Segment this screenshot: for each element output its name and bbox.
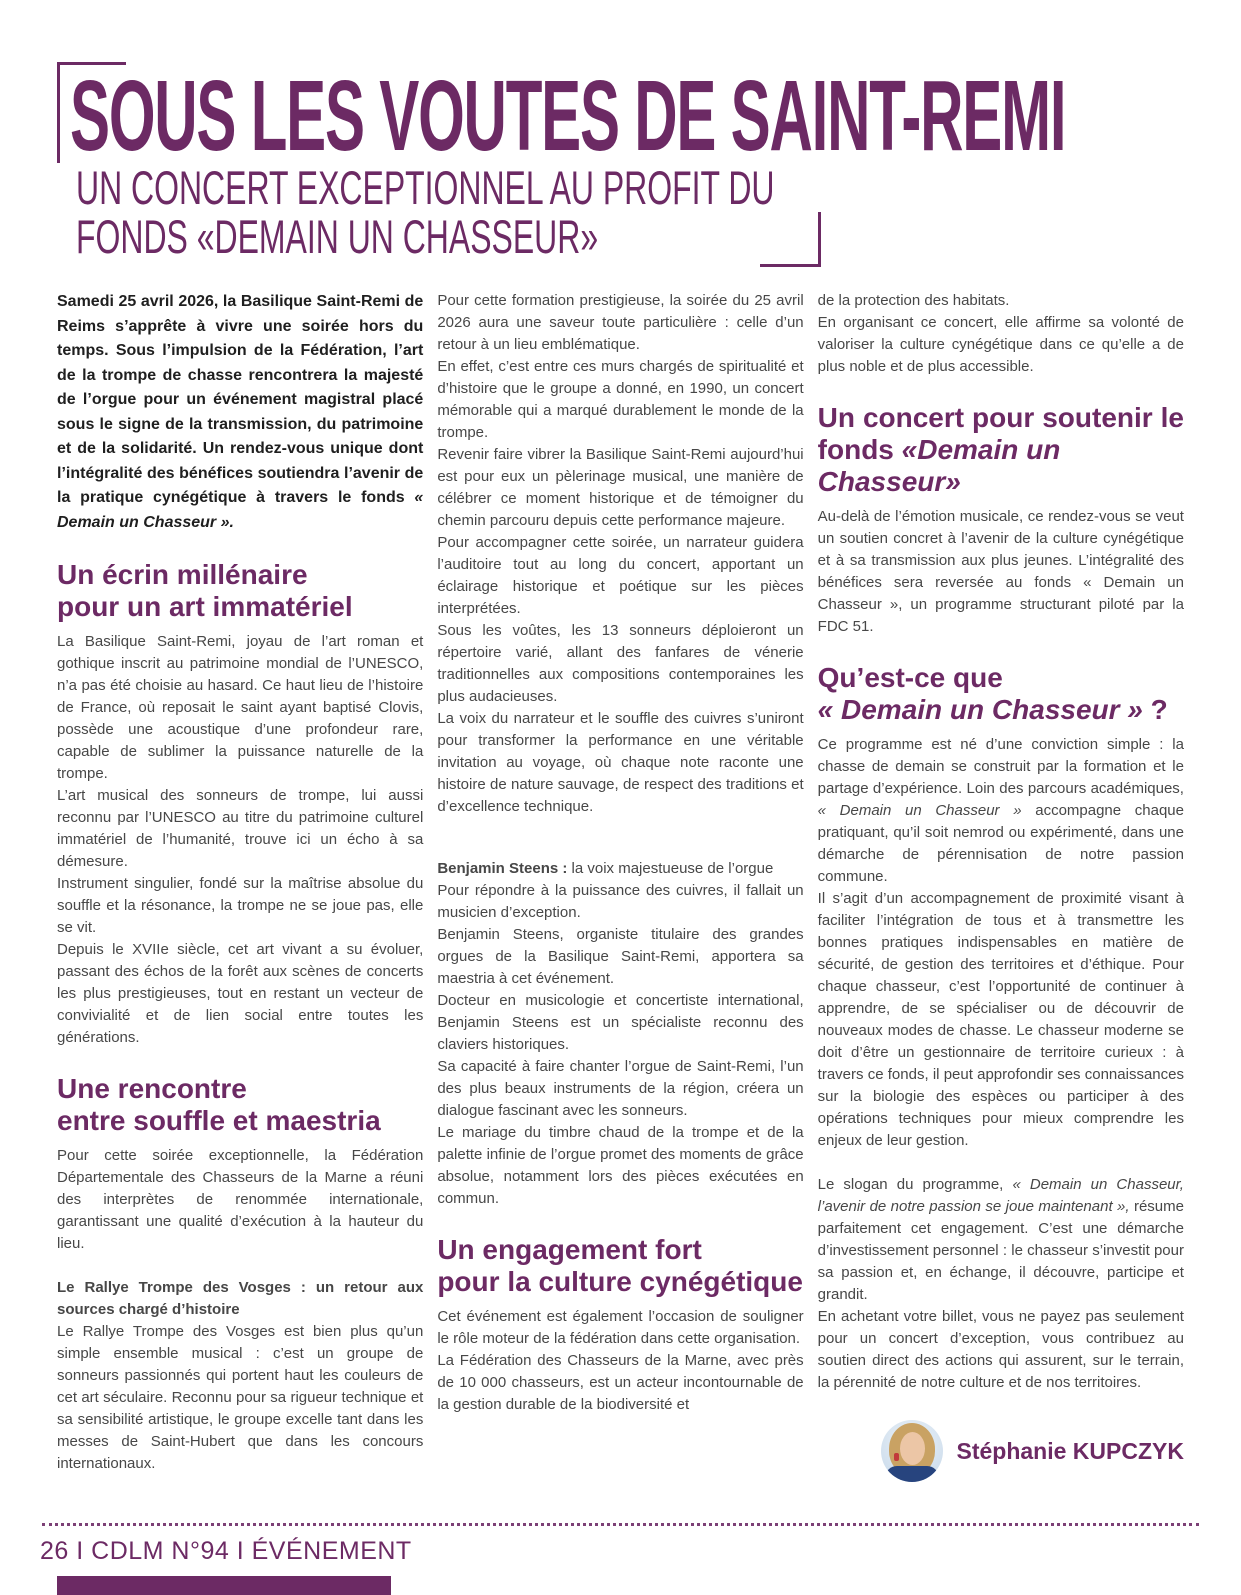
article-column-2 [437,290,803,1482]
section-heading-ecrin: Un écrin millénaire pour un art immatériel [57,559,353,622]
section-heading-rencontre: Une rencontre entre souffle et maestria [57,1073,381,1136]
paragraph: Le Rallye Trompe des Vosges est bien plus qu’un simple ensemble musical : c’est un groupe de sonneurs passionnés qui portent haut les couleurs de cet art séculaire. Reconnu pour sa rigueur technique et sa sensibilité artistique, le groupe excelle tant dans les messes de Saint-Hubert que dans les concours internationaux. [57,1323,424,1472]
page-subtitle [76,163,1103,261]
article-column-3 [818,290,1184,1482]
author-row [818,1420,1184,1482]
subtitle-line-2: FONDS «DEMAIN UN CHASSEUR» [76,210,599,263]
article-column-1 [57,290,423,1482]
paragraph: Cet événement est également l’occasion de souligner le rôle moteur de la fédération dans cette organisation. [437,1308,804,1347]
paragraph: Pour cette soirée exceptionnelle, la Fédération Départementale des Chasseurs de la Marne a réuni des interprètes de renommée internationale, garantissant une qualité d’exécution à la hauteur du lieu. [57,1147,424,1252]
footer-dotted-divider [42,1523,1199,1526]
paragraph: Docteur en musicologie et concertiste international, Benjamin Steens est un spécialiste reconnu des claviers historiques. [437,992,804,1053]
avatar-earring [894,1453,899,1461]
paragraph: Sa capacité à faire chanter l’orgue de Saint-Remi, l’un des plus beaux instruments de la région, créera un dialogue fascinant avec les sonneurs. [437,1058,804,1119]
footer-accent-bar [57,1576,391,1595]
avatar-shoulders [885,1466,939,1482]
paragraph: Pour répondre à la puissance des cuivres, il fallait un musicien d’exception. [437,882,804,921]
author-name: Stéphanie KUPCZYK [956,1437,1184,1464]
subtitle-line-1: UN CONCERT EXCEPTIONNEL AU PROFIT DU [76,161,775,214]
paragraph: Au-delà de l’émotion musicale, ce rendez-vous se veut un soutien concret à l’avenir de la culture cynégétique et à sa transmission aux plus jeunes. L’intégralité des bénéfices sera reversée au fonds « Demain un Chasseur », un programme structurant piloté par la FDC 51. [817,508,1184,635]
paragraph: Revenir faire vibrer la Basilique Saint-Remi aujourd’hui est pour eux un pèlerinage musical, une manière de célébrer ce moment historique et de témoigner du chemin parcouru depuis cette performance majeure. [437,446,804,529]
paragraph: Le mariage du timbre chaud de la trompe et de la palette infinie de l’orgue promet des moments de grâce absolue, notamment lors des pièces exécutées en commun. [437,1124,804,1207]
article-columns [57,290,1184,1482]
page-title [70,60,1241,172]
subheading-rallye: Le Rallye Trompe des Vosges : un retour aux sources chargé d’histoire [57,1279,424,1318]
paragraph: En achetant votre billet, vous ne payez pas seulement pour un concert d’exception, vous contribuez au soutien direct des actions qui assurent, sur le terrain, la pérennité de notre culture et de nos territoires. [817,1308,1184,1391]
paragraph: de la protection des habitats. [817,292,1010,309]
section-heading-engagement: Un engagement fort pour la culture cynégétique [437,1234,803,1297]
paragraph: Sous les voûtes, les 13 sonneurs déploieront un répertoire varié, allant des fanfares de vénerie traditionnelles aux compositions contemporaines les plus audacieuses. [437,622,804,705]
paragraph: La Basilique Saint-Remi, joyau de l’art roman et gothique inscrit au patrimoine mondial de l’UNESCO, n’a pas été choisie au hasard. Ce haut lieu de l’histoire de France, où reposait le saint ayant baptisé Clovis, possède une acoustique d’une profondeur rare, capable de sublimer la puissance naturelle de la trompe. [57,633,424,782]
paragraph: En effet, c’est entre ces murs chargés de spiritualité et d’histoire que le groupe a donné, en 1990, un concert mémorable qui a marqué durablement le monde de la trompe. [437,358,804,441]
avatar-face [900,1432,925,1465]
intro-block [57,290,423,535]
paragraph: Benjamin Steens, organiste titulaire des grandes orgues de la Basilique Saint-Remi, apportera sa maestria à cet événement. [437,926,804,987]
paragraph: Ce programme est né d’une conviction simple : la chasse de demain se construit par la formation et le partage d’expérience. Loin des parcours académiques, « Demain un Chasseur » accompagne chaque pratiquant, qu’il soit nemrod ou expérimenté, dans une démarche de pérennisation de notre passion commune. [817,736,1184,885]
author-avatar [881,1420,943,1482]
paragraph: Instrument singulier, fondé sur la maîtrise absolue du souffle et la résonance, la trompe ne se joue pas, elle se vit. [57,875,424,936]
paragraph: La voix du narrateur et le souffle des cuivres s’uniront pour transformer la performance en une véritable invitation au voyage, où chaque note raconte une histoire de nature sauvage, de respect des traditions et d’excellence technique. [437,710,804,815]
subheading-benjamin-steens: Benjamin Steens : la voix majestueuse de l’orgue [437,860,774,877]
paragraph: Il s’agit d’un accompagnement de proximité visant à faciliter l’intégration de tous et à transmettre les bonnes pratiques indispensables en matière de sécurité, de gestion des territoires et d’éthique. Pour chaque chasseur, c’est l’opportunité de continuer à apprendre, de se spécialiser ou de découvrir de nouveaux modes de chasse. Le chasseur moderne se doit d’être un gestionnaire de territoire curieux : à travers ce fonds, il peut approfondir ses connaissances sur la biologie des espèces ou participer à des opérations techniques pour mieux comprendre les enjeux de leur gestion. [817,890,1184,1149]
intro-paragraph: Samedi 25 avril 2026, la Basilique Saint-Remi de Reims s’apprête à vivre une soirée hors du temps. Sous l’impulsion de la Fédération, l’art de la trompe de chasse rencontrera la majesté de l’orgue pour un événement magistral placé sous le signe de la transmission, du patrimoine et de la solidarité. Un rendez-vous unique dont l’intégralité des bénéfices soutiendra l’avenir de la pratique cynégétique à travers le fonds « Demain un Chasseur ». [57,293,424,531]
paragraph: En organisant ce concert, elle affirme sa volonté de valoriser la culture cynégétique dans ce qu’elle a de plus noble et de plus accessible. [817,314,1184,375]
section-heading-concert-soutien: Un concert pour soutenir le fonds «Demain un Chasseur» [817,402,1184,497]
paragraph: Pour cette formation prestigieuse, la soirée du 25 avril 2026 aura une saveur toute particulière : celle d’un retour à un lieu emblématique. [437,292,804,353]
paragraph: Depuis le XVIIe siècle, cet art vivant a su évoluer, passant des échos de la forêt aux scènes de concerts les plus prestigieuses, tout en restant un vecteur de convivialité et de lien social entre toutes les générations. [57,941,424,1046]
footer-page-label: 26 I CDLM N°94 I ÉVÉNEMENT [40,1537,412,1565]
section-heading-quest-ce-que: Qu’est-ce que « Demain un Chasseur » ? [817,662,1168,725]
paragraph: L’art musical des sonneurs de trompe, lui aussi reconnu par l’UNESCO au titre du patrimoine culturel immatériel de l’humanité, trouve ici un écho à sa démesure. [57,787,424,870]
paragraph: La Fédération des Chasseurs de la Marne, avec près de 10 000 chasseurs, est un acteur incontournable de la gestion durable de la biodiversité et [437,1352,804,1413]
page-title-text: SOUS LES VOUTES DE SAINT-REMI [70,60,1066,172]
paragraph-slogan: Le slogan du programme, « Demain un Chasseur, l’avenir de notre passion se joue maintenant », résume parfaitement cet engagement. C’est une démarche d’investissement personnel : le chasseur s’investit pour sa passion et, en échange, il découvre, participe et grandit. [817,1176,1184,1303]
paragraph: Pour accompagner cette soirée, un narrateur guidera l’auditoire tout au long du concert, apportant un éclairage historique et poétique sur les pièces interprétées. [437,534,804,617]
corner-bracket-bottom-right-icon [760,212,821,267]
